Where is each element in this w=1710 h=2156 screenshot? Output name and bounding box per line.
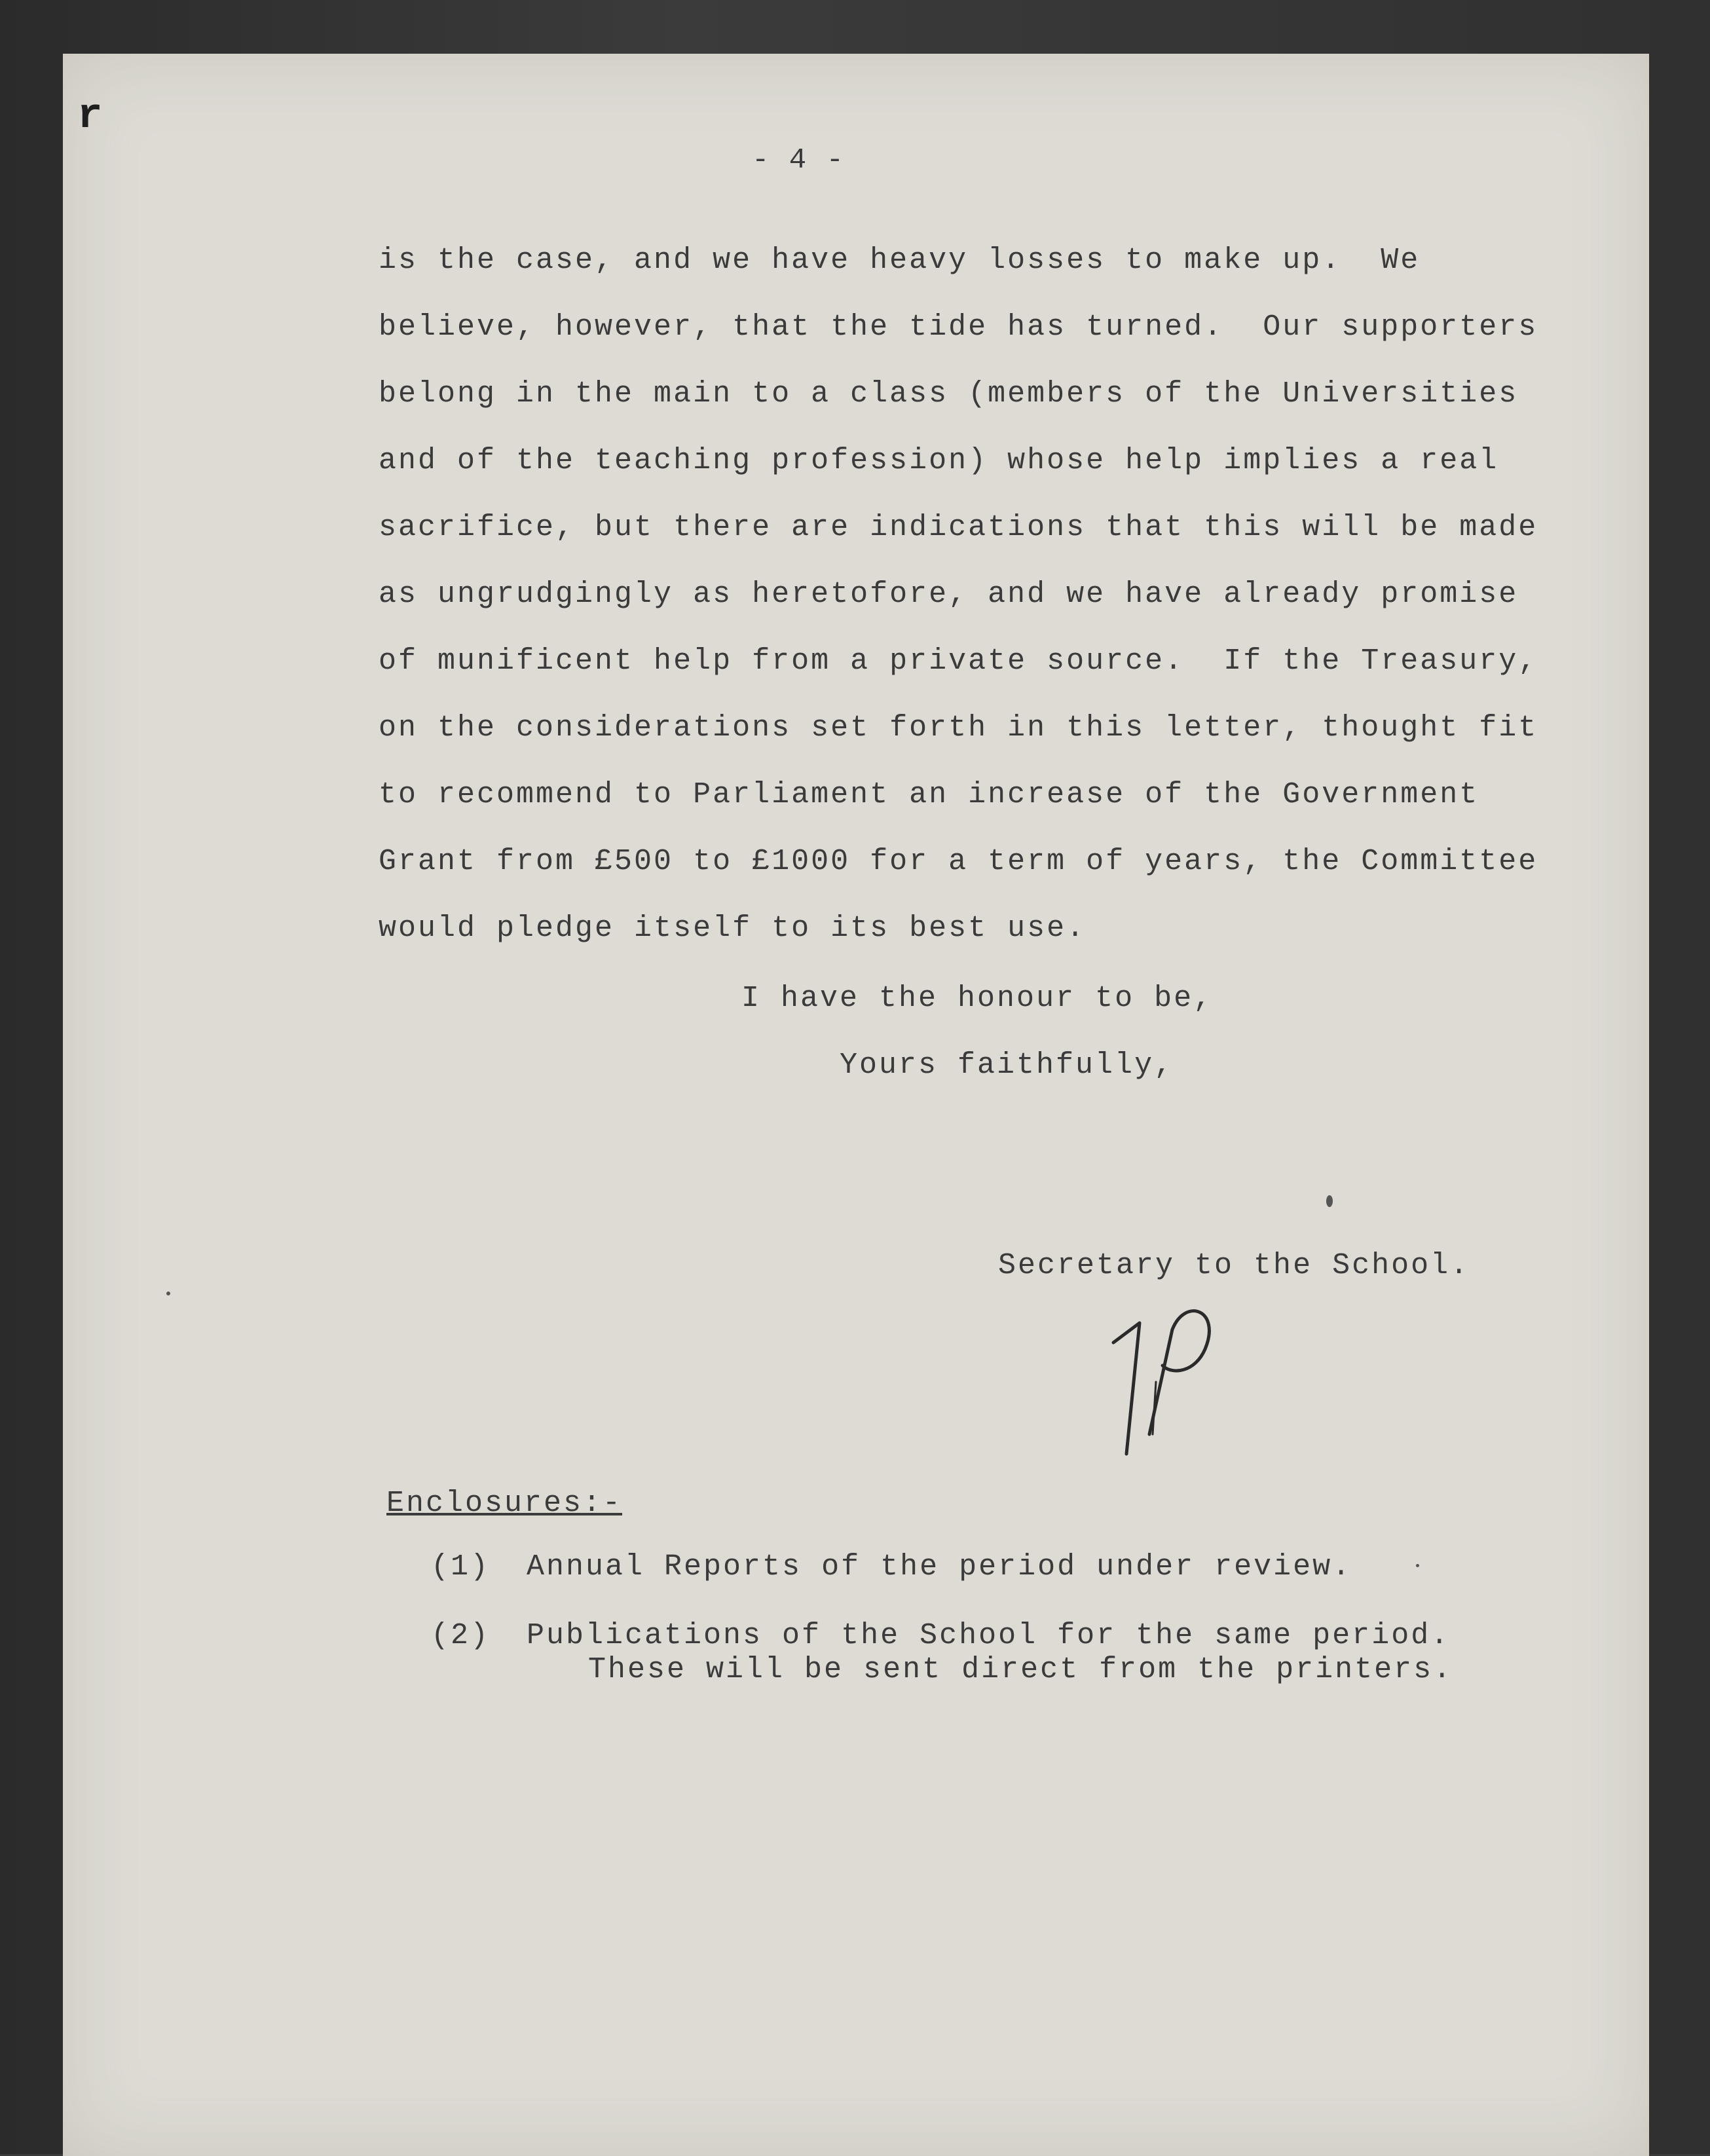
enclosure-number: (2)	[431, 1619, 491, 1652]
closing-line: Yours faithfully,	[840, 1049, 1174, 1082]
enclosure-text: Annual Reports of the period under review.	[527, 1550, 1352, 1584]
enclosure-text: Publications of the School for the same period.	[527, 1619, 1451, 1652]
body-line: sacrifice, but there are indications that this will be made	[379, 511, 1538, 544]
signature-title: Secretary to the School.	[998, 1249, 1470, 1282]
enclosure-text-continued: These will be sent direct from the printers.	[588, 1653, 1453, 1686]
ink-speck	[1326, 1195, 1333, 1207]
body-line: of munificent help from a private source. If the Treasury,	[379, 644, 1538, 678]
ink-speck	[1416, 1564, 1419, 1567]
body-line: to recommend to Parliament an increase of the Government	[379, 778, 1479, 811]
body-line: would pledge itself to its best use.	[379, 912, 1087, 945]
body-line: believe, however, that the tide has turned. Our supporters	[379, 310, 1538, 344]
closing-line: I have the honour to be,	[741, 982, 1214, 1015]
document-page	[63, 54, 1649, 2156]
body-line: belong in the main to a class (members of the Universities	[379, 377, 1519, 411]
page-number: - 4 -	[752, 144, 846, 177]
body-line: and of the teaching profession) whose help implies a real	[379, 444, 1499, 477]
corner-mark: r	[77, 93, 103, 140]
handwritten-initials	[1100, 1303, 1231, 1460]
body-line: is the case, and we have heavy losses to make up. We	[379, 244, 1421, 277]
ink-speck	[166, 1292, 170, 1295]
enclosures-heading: Enclosures:-	[386, 1487, 623, 1520]
body-line: Grant from £500 to £1000 for a term of years, the Committee	[379, 845, 1538, 878]
body-line: on the considerations set forth in this letter, thought fit	[379, 711, 1538, 745]
body-line: as ungrudgingly as heretofore, and we have already promise	[379, 578, 1519, 611]
enclosure-number: (1)	[431, 1550, 491, 1584]
